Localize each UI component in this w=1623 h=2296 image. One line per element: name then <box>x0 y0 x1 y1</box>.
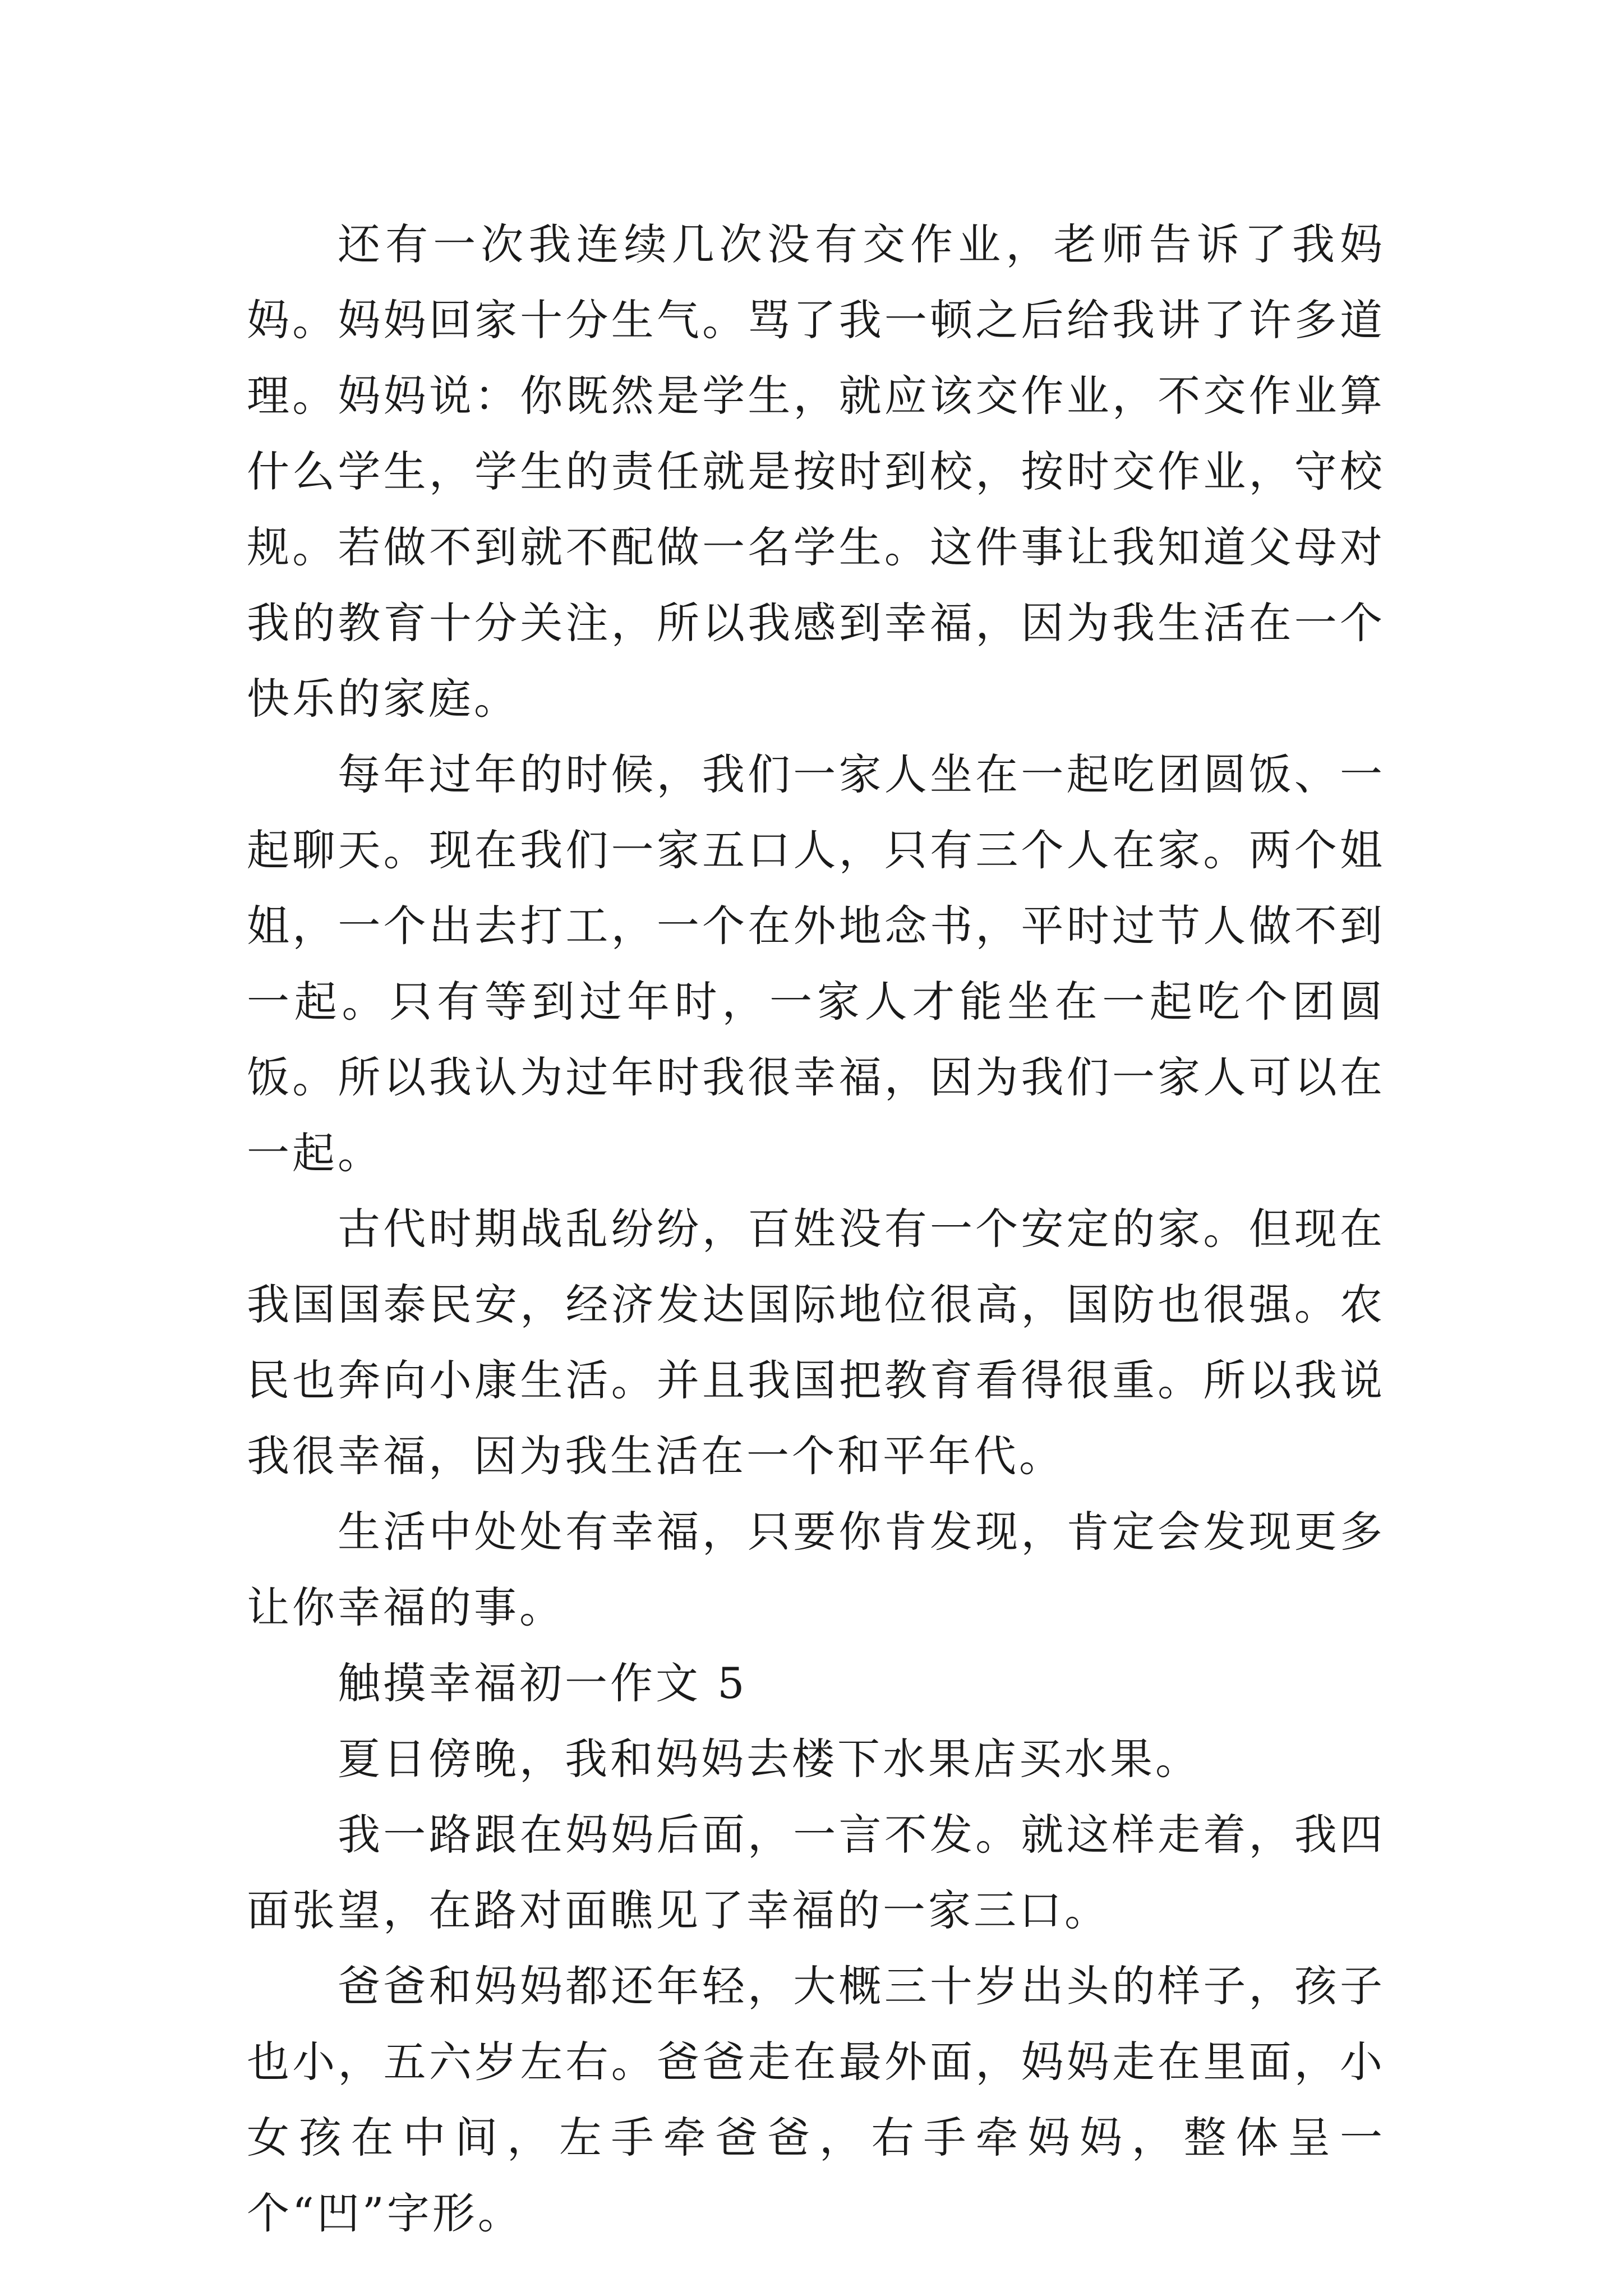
paragraph-homework: 还有一次我连续几次没有交作业，老师告诉了我妈妈。妈妈回家十分生气。骂了我一顿之后给我讲了许多道理。妈妈说：你既然是学生，就应该交作业，不交作业算什么学生，学生的责任就是按时到校，按时交作业，守校规。若做不到就不配做一名学生。这件事让我知道父母对我的教育十分关注，所以我感到幸福，因为我生活在一个快乐的家庭。 <box>247 219 1385 724</box>
essay-title: 触摸幸福初一作文 5 <box>338 1658 748 1708</box>
paragraph-family-of-three: 爸爸和妈妈都还年轻，大概三十岁出头的样子，孩子也小，五六岁左右。爸爸走在最外面，妈妈走在里面，小女孩在中间，左手牵爸爸，右手牵妈妈，整体呈一个“凹”字形。 <box>247 1961 1385 2238</box>
paragraph-looking-around: 我一路跟在妈妈后面，一言不发。就这样走着，我四面张望，在路对面瞧见了幸福的一家三口。 <box>247 1810 1385 1935</box>
paragraph-summer-evening: 夏日傍晚，我和妈妈去楼下水果店买水果。 <box>338 1734 1201 1784</box>
essay-body <box>247 206 1385 2251</box>
paragraph-conclusion: 生活中处处有幸福，只要你肯发现，肯定会发现更多让你幸福的事。 <box>247 1507 1385 1632</box>
paragraph-new-year: 每年过年的时候，我们一家人坐在一起吃团圆饭、一起聊天。现在我们一家五口人，只有三个人在家。两个姐姐，一个出去打工，一个在外地念书，平时过节人做不到一起。只有等到过年时，一家人才能坐在一起吃个团圆饭。所以我认为过年时我很幸福，因为我们一家人可以在一起。 <box>247 749 1385 1178</box>
paragraph-peaceful-era: 古代时期战乱纷纷，百姓没有一个安定的家。但现在我国国泰民安，经济发达国际地位很高，国防也很强。农民也奔向小康生活。并且我国把教育看得很重。所以我说我很幸福，因为我生活在一个和平年代。 <box>247 1204 1385 1481</box>
